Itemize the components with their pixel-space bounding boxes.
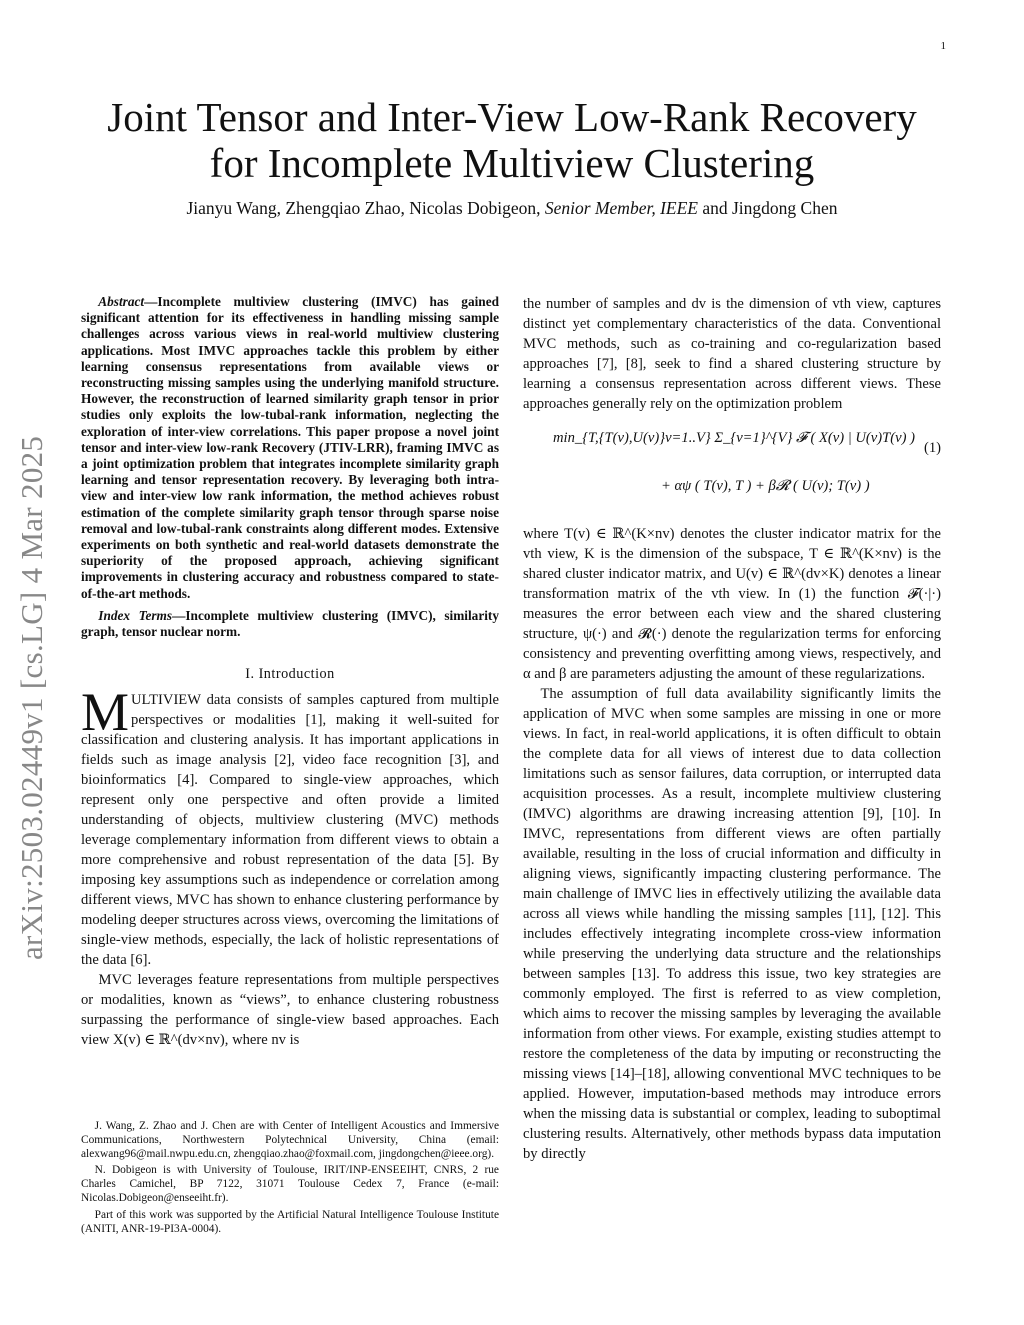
left-column (81, 294, 499, 1050)
footnote-affiliation-1: J. Wang, Z. Zhao and J. Chen are with Center of Intelligent Acoustics and Immersive Communications, Northwestern Polytechnical University, China (email: alexwang96@mail.nwpu.edu.cn, zhengqiao.zhao@foxmail.com, jingdongchen@ieee.org). (81, 1120, 499, 1161)
equation-1 (523, 420, 941, 520)
authors-names: Jianyu Wang, Zhengqiao Zhao, Nicolas Dobigeon, (186, 198, 545, 218)
authors-role: Senior Member, IEEE (544, 198, 698, 218)
page-number: 1 (940, 40, 946, 52)
authors-names-tail: and Jingdong Chen (697, 198, 838, 218)
right-paragraph-1: the number of samples and dv is the dimension of vth view, captures distinct yet complementary characteristics of the data. Conventional MVC methods, such as co-training and co-regularization based approaches [7], [8], seek to find a shared clustering structure by learning a consensus representation across different views. These approaches generally rely on the optimization problem (523, 296, 941, 412)
equation-line-1: min_{T,{T(v),U(v)}v=1..V} Σ_{v=1}^{V} 𝓕 ( X(v) | U(v)T(v) ) (553, 430, 915, 446)
title-line-1: Joint Tensor and Inter-View Low-Rank Recovery (107, 94, 917, 140)
arxiv-watermark: arXiv:2503.02449v1 [cs.LG] 4 Mar 2025 (14, 435, 49, 960)
equation-line-2: + αψ ( T(v), T ) + β𝓡 ( U(v); T(v) ) (661, 478, 870, 494)
intro-paragraph-1-text: ULTIVIEW data consists of samples captured from multiple perspectives or modalities [1], making it well-suited for classification and clustering analysis. It has important applications in fields such as image analysis [2], video face recognition [3], and bioinformatics [4]. Compared to single-view approaches, which represent only one perspective and often provide a limited understanding of objects, multiview clustering (MVC) methods leverage complementary information from different views to obtain a more comprehensive and robust representation of the data [5]. By imposing key assumptions such as independence or correlation among different views, MVC has shown to enhance clustering performance by modeling deeper structures across views, overcoming the limitations of single-view methods, especially, the lack of holistic representations of the data [6]. (81, 692, 499, 969)
index-terms-text: —Incomplete multiview clustering (IMVC), similarity graph, tensor nuclear norm. (81, 607, 499, 640)
right-column (523, 294, 941, 1164)
footnotes (81, 1119, 499, 1238)
paper-title (0, 94, 1024, 186)
index-terms-label: Index Terms (98, 607, 173, 623)
authors (0, 198, 1024, 219)
drop-cap: M (81, 682, 130, 743)
right-paragraph-3: The assumption of full data availability significantly limits the application of MVC when some samples are missing in one or more views. In fact, in real-world applications, it is often difficult to obtain the complete data for all views of interest due to data collection limitations such as sensor failures, data corruption, or interrupted data acquisition processes. As a result, incomplete multiview clustering (IMVC) algorithms are drawing increasing attention [9], [10]. In IMVC, representations from different views are often partially available, resulting in the loss of crucial information and difficulty in aligning views, significantly impacting clustering performance. The main challenge of IMVC lies in effectively utilizing the available data across all views while handling the missing samples [11], [12]. This includes effectively integrating incomplete cross-view information while preserving the underlying data structure and the relationships between samples [13]. To address this issue, two key strategies are commonly employed. The first is referred to as view completion, which aims to recover the missing samples by leveraging the available information from other views. For example, existing studies attempt to restore the completeness of the data by imputing or reconstructing the missing views [14]–[18], allowing conventional MVC techniques to be applied. However, imputation-based methods may introduce errors when the missing data is substantial or complex, leading to suboptimal clustering results. Alternatively, other methods bypass data imputation by directly (523, 686, 941, 1162)
right-paragraph-2: where T(v) ∈ ℝ^(K×nv) denotes the cluster indicator matrix for the vth view, K is the dimension of the subspace, T ∈ ℝ^(K×nv) is the shared cluster indicator matrix, and U(v) ∈ ℝ^(dv×K) denotes a linear transformation matrix of the vth view. In (1) the function 𝓕(·|·) measures the error between each view and the shared clustering structure, ψ(·) and 𝓡(·) denote the regularization terms for enforcing consistency and preventing overfitting among views, respectively, and α and β are parameters adjusting the amount of these regularizations. (523, 526, 941, 682)
index-terms (81, 608, 499, 640)
footnote-affiliation-2: N. Dobigeon is with University of Toulouse, IRIT/INP-ENSEEIHT, CNRS, 2 rue Charles Camichel, BP 7122, 31071 Toulouse Cedex 7, France (e-mail: Nicolas.Dobigeon@enseeiht.fr). (81, 1164, 499, 1205)
abstract (81, 294, 499, 602)
section-heading: I. Introduction (245, 666, 335, 683)
title-line-2: for Incomplete Multiview Clustering (209, 140, 815, 186)
abstract-label: Abstract (98, 294, 145, 309)
intro-paragraph-1 (81, 682, 499, 970)
footnote-funding: Part of this work was supported by the Artificial Natural Intelligence Toulouse Institute (ANITI, ANR-19-PI3A-0004). (81, 1208, 499, 1235)
equation-number: (1) (923, 440, 941, 456)
intro-paragraph-2: MVC leverages feature representations from multiple perspectives or modalities, known as “views”, to enhance clustering robustness surpassing the performance of single-view based approaches. Each view X(v) ∈ ℝ^(dv×nv), where nv is (81, 972, 499, 1049)
abstract-text: —Incomplete multiview clustering (IMVC) has gained significant attention for its effectiveness in handling missing sample challenges across various views in real-world multiview clustering applications. Most IMVC approaches tackle this problem by either learning consensus representations from available views or reconstructing missing samples using the underlying manifold structure. However, the reconstruction of learned similarity graph tensor in prior studies only exploits the low-tubal-rank information, neglecting the exploration of inter-view correlations. This paper propose a novel joint tensor and inter-view low-rank Recovery (JTIV-LRR), framing IMVC as a joint optimization problem that integrates incomplete similarity graph learning and tensor representation recovery. By leveraging both intra-view and inter-view low rank information, the method achieves robust estimation of the complete similarity graph tensor through sparse noise removal and low-tubal-rank constraints along different modes. Extensive experiments on both synthetic and real-world datasets demonstrate the superiority of the proposed approach, achieving significant improvements in clustering accuracy and robustness compared to state-of-the-art methods. (81, 294, 499, 601)
